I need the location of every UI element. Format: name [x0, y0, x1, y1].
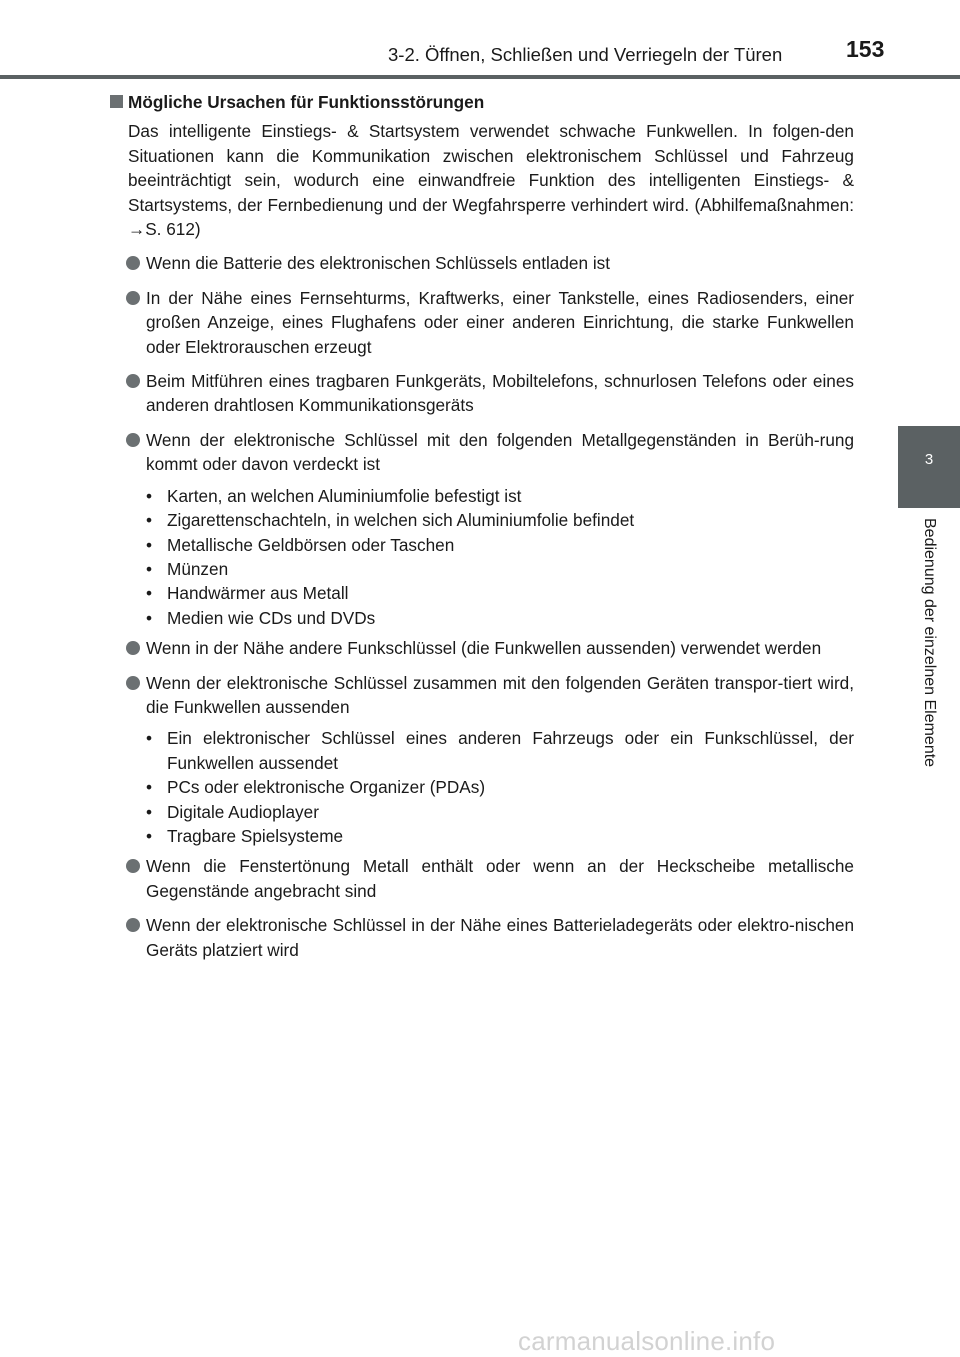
sub-item-text: Metallische Geldbörsen oder Taschen [167, 534, 455, 555]
sub-item-text: Zigarettenschachteln, in welchen sich Aluminiumfolie befindet [167, 510, 635, 531]
bullet-text: In der Nähe eines Fernsehturms, Kraftwerks, einer Tankstelle, eines Radiosenders, einer großen Anzeige, eines Flughafens oder einer anderen Einrichtung, die starke Funkwellen oder Elektrorauschen erzeugt [146, 287, 854, 357]
sub-list-item [108, 824, 854, 848]
sub-list-item [108, 800, 854, 824]
dot-bullet-icon: • [146, 485, 153, 506]
bullet-item [108, 369, 854, 418]
bullet-item [108, 671, 854, 720]
sub-item-text: Münzen [167, 558, 229, 579]
list-item [108, 636, 854, 660]
bullet-item [108, 286, 854, 359]
circle-bullet-icon [126, 918, 140, 932]
dot-bullet-icon: • [146, 801, 153, 822]
list-item [108, 671, 854, 849]
bullet-text: Wenn der elektronische Schlüssel mit den folgenden Metallgegenständen in Berüh-rung kommt oder davon verdeckt ist [146, 429, 854, 475]
list-item [108, 251, 854, 275]
sub-item-text: PCs oder elektronische Organizer (PDAs) [167, 777, 486, 798]
dot-bullet-icon: • [146, 825, 153, 846]
bullet-text: Wenn die Batterie des elektronischen Schlüssels entladen ist [146, 253, 611, 274]
sub-list-item [108, 606, 854, 630]
dot-bullet-icon: • [146, 607, 153, 628]
square-bullet-icon [110, 95, 123, 108]
header-title: 3-2. Öffnen, Schließen und Verriegeln der Türen [388, 44, 783, 65]
sub-list-item [108, 726, 854, 775]
main-content [108, 90, 854, 972]
list-item [108, 854, 854, 903]
chapter-tab [898, 426, 960, 508]
circle-bullet-icon [126, 291, 140, 305]
bullet-text: Wenn in der Nähe andere Funkschlüssel (die Funkwellen aussenden) verwendet werden [146, 638, 822, 659]
sub-list-item [108, 508, 854, 532]
page-number: 153 [846, 36, 885, 62]
chapter-label: Bedienung der einzelnen Elemente [921, 518, 938, 768]
bullet-text: Beim Mitführen eines tragbaren Funkgeräts, Mobiltelefons, schnurlosen Telefons oder eines anderen drahtlosen Kommunikationsgeräts [146, 371, 854, 416]
list-item [108, 286, 854, 359]
bullet-item [108, 854, 854, 903]
bullet-text: Wenn die Fenstertönung Metall enthält oder wenn an der Heckscheibe metallische Gegenstände angebracht sind [146, 856, 854, 901]
list-item [108, 428, 854, 630]
cause-list [108, 251, 854, 962]
bullet-item [108, 913, 854, 962]
circle-bullet-icon [126, 676, 140, 690]
header-divider [0, 75, 960, 79]
circle-bullet-icon [126, 859, 140, 873]
dot-bullet-icon: • [146, 510, 153, 531]
sub-list-item [108, 775, 854, 799]
bullet-item [108, 636, 854, 660]
circle-bullet-icon [126, 256, 140, 270]
bullet-text: Wenn der elektronische Schlüssel in der Nähe eines Batterieladegeräts oder elektro-nischen Geräts platziert wird [146, 915, 854, 960]
bullet-item [108, 428, 854, 477]
circle-bullet-icon [126, 374, 140, 388]
chapter-number: 3 [924, 451, 934, 468]
intro-paragraph: Das intelligente Einstiegs- & Startsystem verwendet schwache Funkwellen. In folgen-den Situationen kann die Kommunikation zwischen elektronischem Schlüssel und Fahrzeug beeinträchtigt sein, wodurch eine einwandfreie Funktion des intelligenten Einstiegs- & Startsystems, der Fernbedienung und der Wegfahrsperre verhindert wird. (Abhilfemaßnahmen: →S. 612) [128, 121, 854, 240]
sub-list [108, 484, 854, 630]
dot-bullet-icon: • [146, 583, 153, 604]
list-item [108, 369, 854, 418]
circle-bullet-icon [126, 433, 140, 447]
sub-item-text: Ein elektronischer Schlüssel eines anderen Fahrzeugs oder ein Funkschlüssel, der Funkwellen aussendet [167, 728, 854, 773]
section-heading-text: Mögliche Ursachen für Funktionsstörungen [128, 92, 485, 112]
section-heading [108, 90, 854, 114]
sub-list-item [108, 484, 854, 508]
sub-list-item [108, 581, 854, 605]
sub-item-text: Handwärmer aus Metall [167, 583, 349, 604]
sub-item-text: Tragbare Spielsysteme [167, 825, 344, 846]
list-item [108, 913, 854, 962]
sub-list [108, 726, 854, 848]
sub-item-text: Karten, an welchen Aluminiumfolie befestigt ist [167, 485, 522, 506]
dot-bullet-icon: • [146, 777, 153, 798]
dot-bullet-icon: • [146, 534, 153, 555]
sub-item-text: Medien wie CDs und DVDs [167, 607, 376, 628]
dot-bullet-icon: • [146, 558, 153, 579]
sub-list-item [108, 533, 854, 557]
dot-bullet-icon: • [146, 728, 153, 749]
bullet-text: Wenn der elektronische Schlüssel zusammen mit den folgenden Geräten transpor-tiert wird, die Funkwellen aussenden [146, 672, 854, 717]
watermark-logo: carmanualsonline.info [518, 1326, 776, 1356]
sub-list-item [108, 557, 854, 581]
bullet-item [108, 251, 854, 275]
sub-item-text: Digitale Audioplayer [167, 801, 319, 822]
circle-bullet-icon [126, 641, 140, 655]
